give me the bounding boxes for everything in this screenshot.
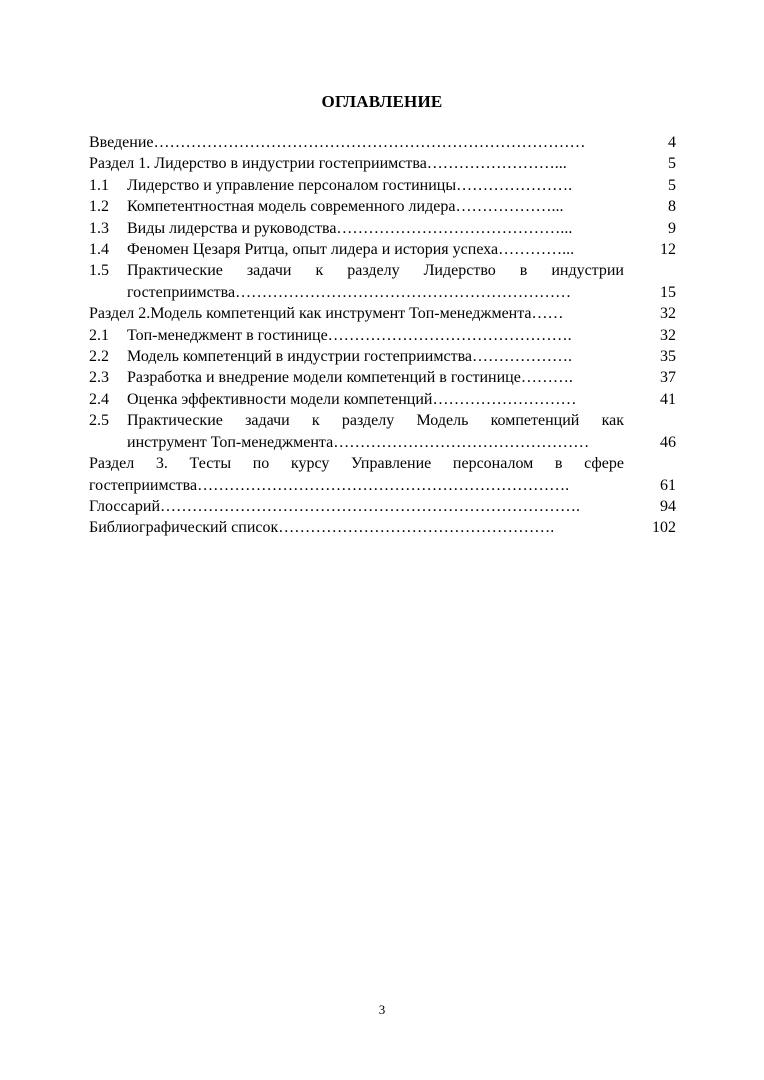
toc-page-number: 32: [660, 326, 676, 344]
toc-entry-2-5[interactable]: [89, 410, 676, 453]
toc-entry-text: Введение………………………………………………………………………: [89, 134, 586, 151]
toc-page-number: 5: [668, 155, 676, 173]
toc-entry-1-4[interactable]: [89, 239, 676, 260]
toc-page-number: 9: [668, 219, 676, 237]
toc-entry-text: Раздел 2.Модель компетенций как инструмент Топ-менеджмента……: [89, 305, 564, 323]
toc-entry-number: 1.4: [89, 241, 109, 259]
toc-entry-1-2[interactable]: [89, 196, 676, 217]
toc-page-number: 35: [660, 348, 676, 366]
toc-entry-text: Глоссарий…………………………………………………………………….: [89, 497, 581, 515]
toc-entry-text-continued: инструмент Топ-менеджмента…………………………………………: [127, 433, 590, 451]
toc-entry-section-2[interactable]: [89, 303, 676, 324]
page-title: ОГЛАВЛЕНИЕ: [321, 92, 443, 111]
toc-page-number: 15: [660, 283, 676, 301]
toc-entry-text: Оценка эффективности модели компетенций………………………: [127, 390, 577, 408]
toc-page-number: 37: [660, 369, 676, 387]
toc-entry-text-continued: гостеприимства…………………………………………………………….: [89, 476, 570, 494]
toc-entry-text: Практические задачи к разделу Лидерство в индустрии: [127, 262, 624, 280]
toc-entry-number: 1.5: [89, 262, 109, 280]
toc-entry-bibliography[interactable]: [89, 517, 676, 538]
toc-entry-number: 2.1: [89, 326, 109, 344]
toc-entry-1-5[interactable]: [89, 260, 676, 303]
toc-entry-2-1[interactable]: [89, 325, 676, 346]
toc-page-number: 41: [660, 390, 676, 408]
toc-entry-text: Раздел 3. Тесты по курсу Управление персоналом в сфере: [89, 455, 624, 473]
toc-page-number: 4: [668, 134, 676, 151]
toc-page-number: 32: [660, 305, 676, 323]
toc-entry-number: 1.2: [89, 198, 109, 216]
toc-entry-text: Феномен Цезаря Ритца, опыт лидера и история успеха…………...: [127, 241, 575, 259]
table-of-contents: [89, 132, 676, 539]
toc-page-number: 94: [660, 497, 676, 515]
toc-page-number: 102: [652, 519, 676, 537]
toc-entry-text: Раздел 1. Лидерство в индустрии гостеприимства……………………...: [89, 155, 567, 173]
toc-entry-number: 2.3: [89, 369, 109, 387]
toc-entry-number: 2.5: [89, 412, 109, 430]
toc-entry-1-1[interactable]: [89, 175, 676, 196]
toc-page-number: 5: [668, 176, 676, 194]
toc-entry-number: 1.3: [89, 219, 109, 237]
toc-entry-number: 2.4: [89, 390, 109, 408]
toc-page-number: 46: [660, 433, 676, 451]
toc-entry-text: Лидерство и управление персоналом гостиницы………………….: [127, 176, 573, 194]
toc-page-number: 61: [660, 476, 676, 494]
toc-entry-glossary[interactable]: [89, 496, 676, 517]
toc-entry-2-4[interactable]: [89, 389, 676, 410]
toc-entry-text: Библиографический список…………………………………………….: [89, 519, 555, 537]
toc-entry-text: Практические задачи к разделу Модель компетенций как: [127, 412, 624, 430]
toc-entry-text: Компетентностная модель современного лидера………………...: [127, 198, 564, 216]
page-number: 3: [378, 1002, 386, 1017]
toc-entry-text-continued: гостеприимства………………………………………………………: [127, 283, 572, 301]
toc-entry-2-2[interactable]: [89, 346, 676, 367]
toc-entry-number: 1.1: [89, 176, 109, 194]
toc-entry-section-3[interactable]: [89, 453, 676, 496]
toc-entry-2-3[interactable]: [89, 367, 676, 388]
toc-entry-text: Разработка и внедрение модели компетенций в гостинице……….: [127, 369, 573, 387]
toc-page-number: 12: [660, 241, 676, 259]
toc-entry-number: 2.2: [89, 348, 109, 366]
toc-entry-introduction[interactable]: [89, 132, 676, 153]
toc-entry-text: Виды лидерства и руководства……………………………………...: [127, 219, 573, 237]
toc-entry-section-1[interactable]: [89, 153, 676, 174]
toc-entry-text: Топ-менеджмент в гостинице……………………………………….: [127, 326, 572, 344]
toc-entry-1-3[interactable]: [89, 218, 676, 239]
toc-entry-text: Модель компетенций в индустрии гостеприимства……………….: [127, 348, 573, 366]
toc-page-number: 8: [668, 198, 676, 216]
